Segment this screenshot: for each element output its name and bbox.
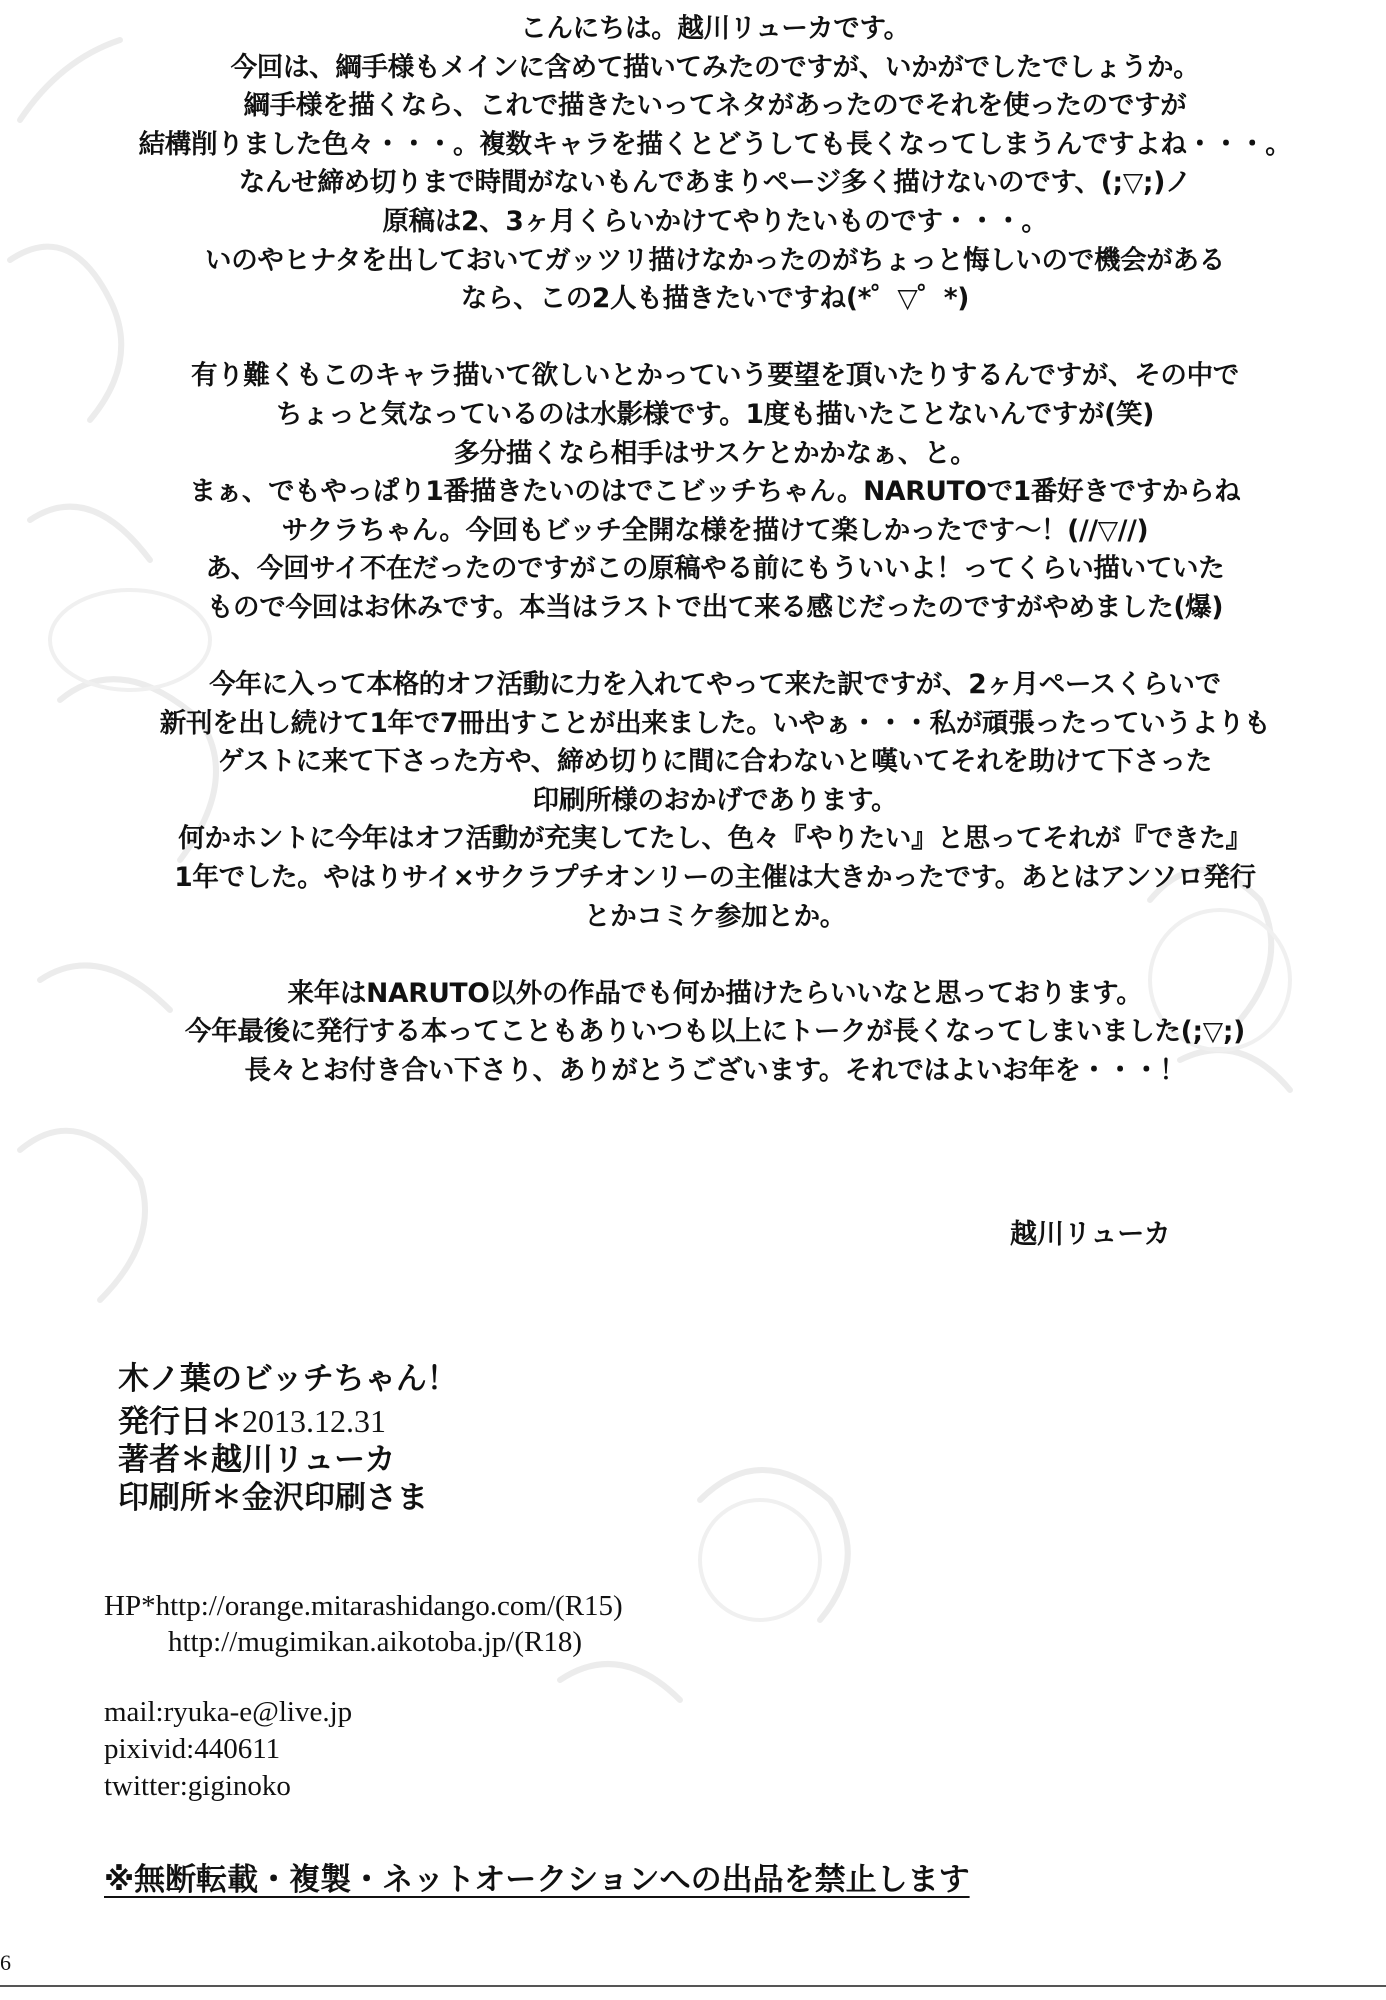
afterword-line: 結構削りました色々・・・。複数キャラを描くとどうしても長くなってしまうんですよね・・・。 [138,128,1292,160]
afterword-line: 今回は、綱手様もメインに含めて描いてみたのですが、いかがでしたでしょうか。 [230,51,1200,83]
afterword-line: もので今回はお休みです。本当はラストで出て来る感じだったのですがやめました(爆) [206,591,1224,623]
afterword-line: 今年に入って本格的オフ活動に力を入れてやって来た訳ですが、2ヶ月ペースくらいで [209,669,1221,701]
author-signature: 越川リューカ [1010,1219,1171,1250]
contact-info [104,1694,352,1805]
afterword-paragraph [100,975,1330,1091]
twitter-handle: twitter:giginoko [104,1770,291,1802]
afterword-line: サクラちゃん。今回もビッチ全開な様を描けて楽しかったです～！(//▽//) [281,514,1149,546]
afterword-body [100,10,1330,1091]
printer-value: 金沢印刷さま [242,1480,428,1516]
afterword-line: まぁ、でもやっぱり1番描きたいのはでこビッチちゃん。NARUTOで1番好きですからね [189,476,1241,508]
afterword-line: 綱手様を描くなら、これで描きたいってネタがあったのでそれを使ったのですが [243,90,1187,122]
printer-row [118,1479,458,1517]
pixiv-id: pixivid:440611 [104,1733,281,1765]
afterword-line: 多分描くなら相手はサスケとかかなぁ、と。 [453,437,977,469]
afterword-line: 今年最後に発行する本ってこともありいつも以上にトークが長くなってしまいました(;▽;) [185,1016,1245,1048]
afterword-line: いのやヒナタを出しておいてガッツリ描けなかったのがちょっと悔しいので機会がある [205,244,1225,276]
website-url[interactable]: http://orange.mitarashidango.com/ [155,1590,556,1622]
afterword-line: 来年はNARUTO以外の作品でも何か描けたらいいなと思っております。 [287,977,1143,1009]
author-label: 著者＊ [118,1442,211,1478]
afterword-line: 有り難くもこのキャラ描いて欲しいとかっていう要望を頂いたりするんですが、その中で [191,360,1239,392]
page-number: 6 [0,1950,11,1975]
afterword-line: 長々とお付き合い下さり、ありがとうございます。それではよいお年を・・・！ [244,1055,1186,1087]
afterword-line: なんせ締め切りまで時間がないもんであまりページ多く描けないのです、(;▽;)ノ [238,167,1192,199]
afterword-line: なら、この2人も描きたいですね(*゜▽゜*) [460,283,970,315]
rating-badge: (R15) [555,1590,623,1622]
website-link-row [104,1588,623,1624]
afterword-line: 新刊を出し続けて1年で7冊出すことが出来ました。いやぁ・・・私が頑張ったっていうよりも [159,707,1271,739]
book-title: 木ノ葉のビッチちゃん！ [118,1361,458,1397]
reproduction-notice: ※無断転載・複製・ネットオークションへの出品を禁止します [104,1862,970,1898]
afterword-line: 原稿は2、3ヶ月くらいかけてやりたいものです・・・。 [382,205,1048,237]
afterword-line: ちょっと気なっているのは水影様です。1度も描いたことないんですが(笑) [275,398,1155,430]
website-links [104,1588,623,1660]
rating-badge: (R18) [514,1626,583,1658]
afterword-paragraph [100,666,1330,936]
author-row [118,1441,458,1479]
afterword-line: 1年でした。やはりサイ×サクラプチオンリーの主催は大きかったです。あとはアンソロ発行 [174,862,1256,894]
hp-label: HP* [104,1590,156,1622]
mail-address[interactable]: mail:ryuka-e@live.jp [104,1696,353,1728]
printer-label: 印刷所＊ [118,1480,242,1516]
publish-date-label: 発行日＊ [118,1404,242,1440]
website-link-row [104,1624,623,1660]
afterword-paragraph [100,10,1330,319]
afterword-line: あ、今回サイ不在だったのですがこの原稿やる前にもういいよ！ってくらい描いていた [205,553,1225,585]
author-value: 越川リューカ [211,1442,396,1478]
afterword-paragraph [100,357,1330,627]
afterword-line: 何かホントに今年はオフ活動が充実してたし、色々『やりたい』と思ってそれが『できた』 [178,823,1252,855]
publish-date-value: 2013.12.31 [242,1403,386,1439]
publish-date-row [118,1402,458,1441]
afterword-line: こんにちは。越川リューカです。 [520,13,910,44]
afterword-line: 印刷所様のおかげであります。 [532,784,898,816]
page-bottom-rule [0,1985,1386,1987]
afterword-line: とかコミケ参加とか。 [584,900,846,932]
colophon [118,1358,458,1517]
website-url[interactable]: http://mugimikan.aikotoba.jp/ [168,1626,515,1658]
afterword-line: ゲストに来て下さった方や、締め切りに間に合わないと嘆いてそれを助けて下さった [217,746,1212,778]
